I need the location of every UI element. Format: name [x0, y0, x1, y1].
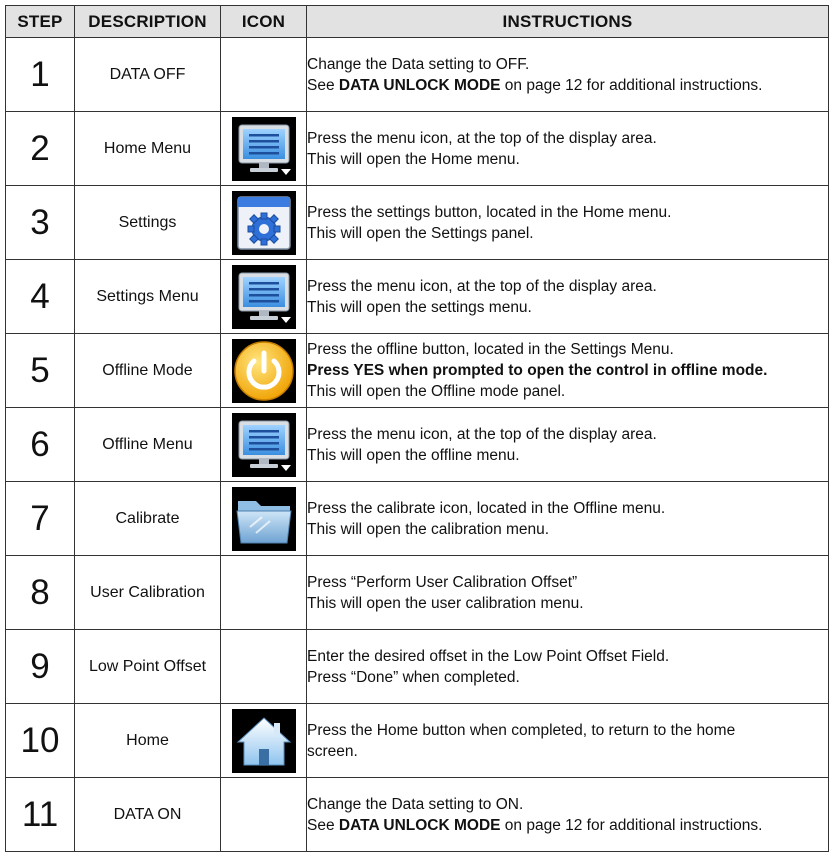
- step-description: DATA OFF: [75, 38, 221, 112]
- step-instructions: [307, 704, 829, 778]
- step-number: 9: [6, 630, 75, 704]
- step-description: User Calibration: [75, 556, 221, 630]
- table-row: [6, 334, 829, 408]
- step-number: 8: [6, 556, 75, 630]
- icon-cell: [221, 260, 307, 334]
- step-instructions: [307, 630, 829, 704]
- step-number: 3: [6, 186, 75, 260]
- icon-cell: [221, 38, 307, 112]
- steps-table: [5, 5, 829, 852]
- instruction-line: Press the menu icon, at the top of the display area.: [307, 277, 657, 295]
- folder-icon: [232, 487, 296, 551]
- table-row: [6, 260, 829, 334]
- table-row: [6, 38, 829, 112]
- icon-cell: [221, 704, 307, 778]
- step-description: Calibrate: [75, 482, 221, 556]
- table-row: [6, 556, 829, 630]
- step-instructions: [307, 334, 829, 408]
- step-number: 10: [6, 704, 75, 778]
- step-number: 5: [6, 334, 75, 408]
- instruction-line: This will open the calibration menu.: [307, 520, 550, 538]
- table-row: [6, 482, 829, 556]
- menu-monitor-icon: [232, 265, 296, 329]
- instruction-line: Press the Home button when completed, to return to the home: [307, 721, 736, 739]
- step-instructions: [307, 186, 829, 260]
- icon-cell: [221, 186, 307, 260]
- step-instructions: [307, 482, 829, 556]
- icon-cell: [221, 112, 307, 186]
- icon-cell: [221, 482, 307, 556]
- step-instructions: [307, 260, 829, 334]
- step-instructions: [307, 112, 829, 186]
- settings-gear-icon: [232, 191, 296, 255]
- instruction-line: This will open the settings menu.: [307, 298, 532, 316]
- instruction-line: This will open the offline menu.: [307, 446, 520, 464]
- instruction-line: This will open the Offline mode panel.: [307, 383, 566, 400]
- step-instructions: [307, 38, 829, 112]
- step-description: Home: [75, 704, 221, 778]
- icon-cell: [221, 334, 307, 408]
- icon-cell: [221, 630, 307, 704]
- instruction-emphasis: DATA UNLOCK MODE: [338, 816, 501, 834]
- step-description: Settings Menu: [75, 260, 221, 334]
- step-description: Settings: [75, 186, 221, 260]
- header-icon: ICON: [221, 6, 307, 38]
- table-row: [6, 704, 829, 778]
- step-instructions: [307, 778, 829, 852]
- step-number: 7: [6, 482, 75, 556]
- instruction-line: [307, 815, 828, 836]
- table-row: [6, 778, 829, 852]
- instruction-line: This will open the Settings panel.: [307, 224, 534, 242]
- instruction-line: This will open the user calibration menu.: [307, 594, 584, 612]
- step-instructions: [307, 408, 829, 482]
- header-row: [6, 6, 829, 38]
- instruction-text: See: [307, 816, 339, 834]
- instruction-line: screen.: [307, 742, 358, 760]
- instruction-line: Press the settings button, located in the Home menu.: [307, 203, 672, 221]
- step-description: Offline Mode: [75, 334, 221, 408]
- icon-cell: [221, 408, 307, 482]
- instruction-line: Press “Perform User Calibration Offset”: [307, 573, 578, 591]
- instruction-line: Press “Done” when completed.: [307, 668, 520, 686]
- menu-monitor-icon: [232, 413, 296, 477]
- step-description: Home Menu: [75, 112, 221, 186]
- step-number: 6: [6, 408, 75, 482]
- icon-cell: [221, 556, 307, 630]
- header-instructions: INSTRUCTIONS: [307, 6, 829, 38]
- instruction-emphasis: DATA UNLOCK MODE: [338, 76, 501, 94]
- table-row: [6, 186, 829, 260]
- table-row: [6, 112, 829, 186]
- table-row: [6, 630, 829, 704]
- power-icon: [232, 339, 296, 403]
- instruction-text: on page 12 for additional instructions.: [500, 816, 763, 834]
- header-description: DESCRIPTION: [75, 6, 221, 38]
- instruction-text: on page 12 for additional instructions.: [500, 76, 763, 94]
- instruction-text: See: [307, 76, 339, 94]
- step-description: Offline Menu: [75, 408, 221, 482]
- instruction-line: Change the Data setting to ON.: [307, 795, 524, 813]
- step-number: 4: [6, 260, 75, 334]
- menu-monitor-icon: [232, 117, 296, 181]
- instruction-line: Press the menu icon, at the top of the display area.: [307, 129, 657, 147]
- step-description: Low Point Offset: [75, 630, 221, 704]
- instruction-line: [307, 360, 828, 381]
- table-row: [6, 408, 829, 482]
- instruction-line: Change the Data setting to OFF.: [307, 55, 530, 73]
- instruction-line: Press the menu icon, at the top of the display area.: [307, 425, 657, 443]
- instruction-line: This will open the Home menu.: [307, 150, 520, 168]
- instruction-emphasis: Press YES when prompted to open the control in offline mode.: [307, 362, 768, 379]
- step-description: DATA ON: [75, 778, 221, 852]
- step-number: 1: [6, 38, 75, 112]
- header-step: STEP: [6, 6, 75, 38]
- icon-cell: [221, 778, 307, 852]
- instruction-line: Press the offline button, located in the Settings Menu.: [307, 341, 674, 358]
- step-number: 11: [6, 778, 75, 852]
- instruction-line: Enter the desired offset in the Low Point Offset Field.: [307, 647, 670, 665]
- instruction-line: [307, 75, 828, 96]
- step-number: 2: [6, 112, 75, 186]
- instruction-line: Press the calibrate icon, located in the Offline menu.: [307, 499, 666, 517]
- home-icon: [232, 709, 296, 773]
- step-instructions: [307, 556, 829, 630]
